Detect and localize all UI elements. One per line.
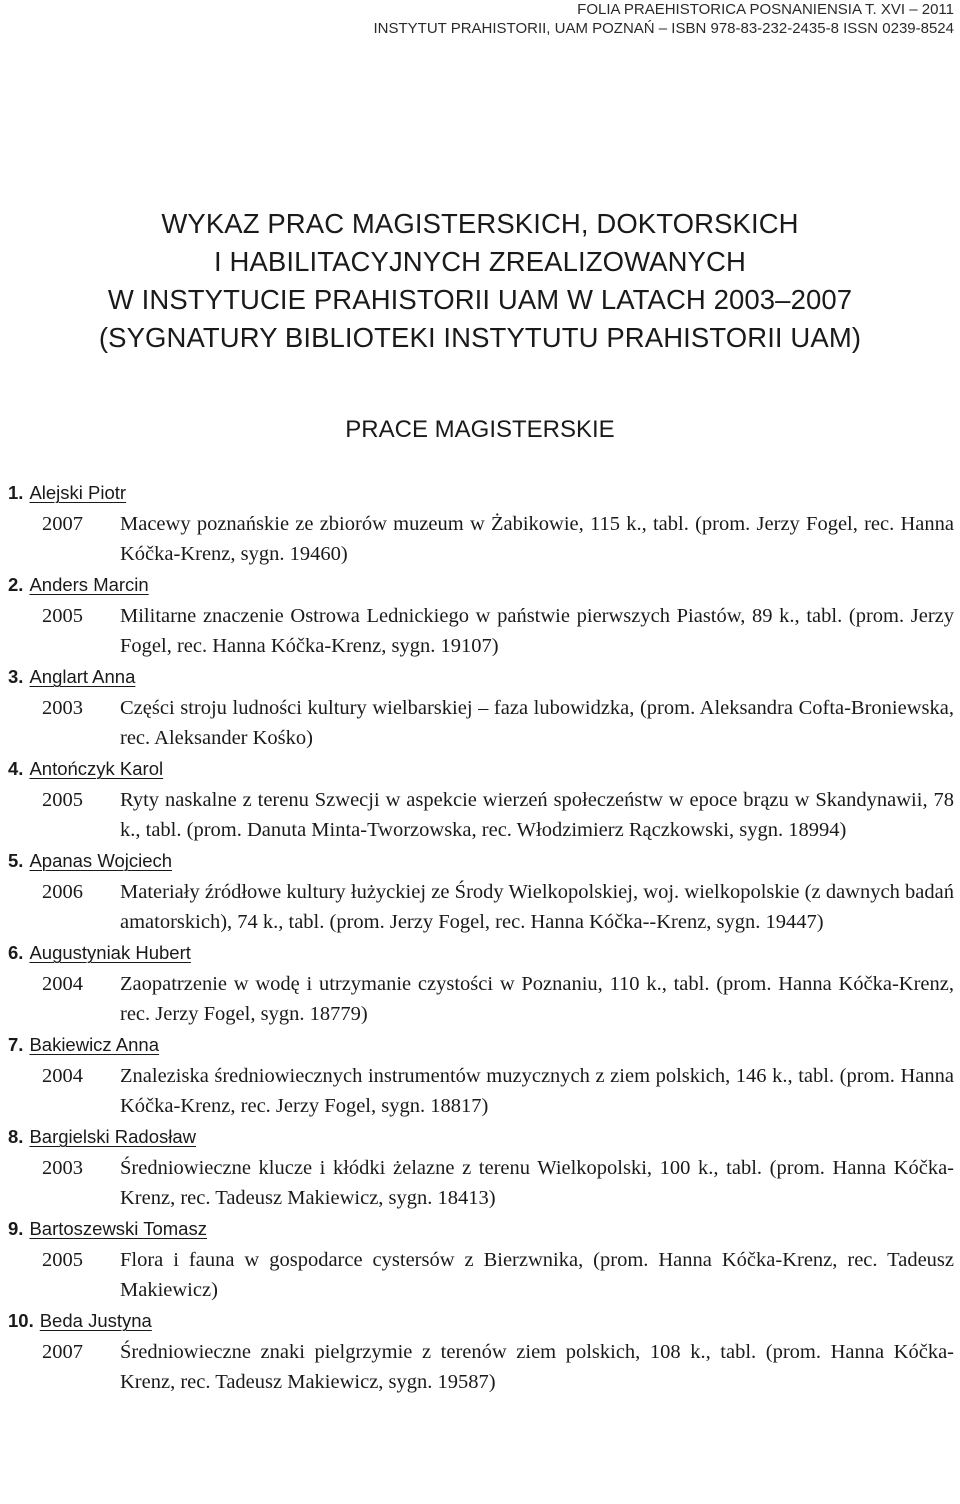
thesis-entry [8, 1029, 954, 1121]
author-name: Anders Marcin [29, 574, 149, 595]
entry-body [8, 693, 954, 753]
entry-description: Średniowieczne znaki pielgrzymie z terenów ziem polskich, 108 k., tabl. (prom. Hanna Kóčka-Krenz, rec. Tadeusz Makiewicz, sygn. 19587) [120, 1341, 954, 1393]
author-name: Antończyk Karol [29, 758, 164, 779]
author-name: Bargielski Radosław [29, 1126, 197, 1147]
author-name: Alejski Piotr [29, 482, 127, 503]
entry-year: 2005 [42, 605, 83, 627]
entry-number: 4. [8, 758, 24, 779]
entry-header [8, 753, 954, 785]
entry-number: 9. [8, 1218, 24, 1239]
entry-number: 1. [8, 482, 24, 503]
entry-number: 6. [8, 942, 24, 963]
running-head [373, 0, 954, 38]
entry-year: 2003 [42, 697, 83, 719]
entry-year: 2004 [42, 973, 83, 995]
thesis-entry [8, 1213, 954, 1305]
entry-header [8, 937, 954, 969]
entry-year: 2005 [42, 1249, 83, 1271]
running-head-journal: FOLIA PRAEHISTORICA POSNANIENSIA T. XVI – 2011 [577, 1, 954, 18]
entry-header [8, 477, 954, 509]
thesis-entry [8, 661, 954, 753]
entry-body [8, 969, 954, 1029]
thesis-entry [8, 937, 954, 1029]
entry-header [8, 661, 954, 693]
entry-body [8, 509, 954, 569]
author-name: Apanas Wojciech [29, 850, 173, 871]
entry-header [8, 1213, 954, 1245]
entry-year: 2003 [42, 1157, 83, 1179]
entry-body [8, 1337, 954, 1397]
thesis-entry [8, 1121, 954, 1213]
entry-body [8, 1245, 954, 1305]
entry-year: 2007 [42, 513, 83, 535]
entry-year: 2004 [42, 1065, 83, 1087]
page-title [0, 205, 960, 357]
entry-year: 2005 [42, 789, 83, 811]
entry-description: Ryty naskalne z terenu Szwecji w aspekcie wierzeń społeczeństw w epoce brązu w Skandynawii, 78 k., tabl. (prom. Danuta Minta-Tworzowska, rec. Włodzimierz Rączkowski, sygn. 18994) [120, 789, 954, 841]
entry-header [8, 569, 954, 601]
author-name: Augustyniak Hubert [29, 942, 191, 963]
thesis-entry [8, 845, 954, 937]
entry-description: Średniowieczne klucze i kłódki żelazne z terenu Wielkopolski, 100 k., tabl. (prom. Hanna Kóčka-Krenz, rec. Tadeusz Makiewicz, sygn. 18413) [120, 1157, 954, 1209]
section-title: PRACE MAGISTERSKIE [345, 416, 615, 443]
entry-number: 8. [8, 1126, 24, 1147]
entry-description: Materiały źródłowe kultury łużyckiej ze Środy Wielkopolskiej, woj. wielkopolskie (z dawnych badań amatorskich), 74 k., tabl. (prom. Jerzy Fogel, rec. Hanna Kóčka-‑Krenz, sygn. 19447) [120, 881, 954, 933]
title-line: W INSTYTUCIE PRAHISTORII UAM W LATACH 2003–2007 [107, 284, 853, 315]
entry-number: 10. [8, 1310, 34, 1331]
entry-description: Zaopatrzenie w wodę i utrzymanie czystości w Poznaniu, 110 k., tabl. (prom. Hanna Kóčka-Krenz, rec. Jerzy Fogel, sygn. 18779) [120, 973, 954, 1025]
thesis-entry [8, 569, 954, 661]
entry-description: Części stroju ludności kultury wielbarskiej – faza lubowidzka, (prom. Aleksandra Cofta-Broniewska, rec. Aleksander Kośko) [120, 697, 954, 749]
entry-number: 3. [8, 666, 24, 687]
entry-number: 7. [8, 1034, 24, 1055]
entry-body [8, 1061, 954, 1121]
entry-body [8, 601, 954, 661]
entry-description: Znaleziska średniowiecznych instrumentów muzycznych z ziem polskich, 146 k., tabl. (prom. Hanna Kóčka-Krenz, rec. Jerzy Fogel, sygn. 18817) [120, 1065, 954, 1117]
author-name: Beda Justyna [39, 1310, 152, 1331]
entry-header [8, 1121, 954, 1153]
entry-header [8, 1305, 954, 1337]
author-name: Anglart Anna [29, 666, 136, 687]
thesis-entry [8, 753, 954, 845]
title-line: WYKAZ PRAC MAGISTERSKICH, DOKTORSKICH [161, 208, 799, 239]
entry-body [8, 785, 954, 845]
entry-year: 2006 [42, 881, 83, 903]
entry-number: 5. [8, 850, 24, 871]
author-name: Bakiewicz Anna [29, 1034, 160, 1055]
entry-header [8, 845, 954, 877]
entry-number: 2. [8, 574, 24, 595]
entry-year: 2007 [42, 1341, 83, 1363]
entry-header [8, 1029, 954, 1061]
entry-description: Macewy poznańskie ze zbiorów muzeum w Żabikowie, 115 k., tabl. (prom. Jerzy Fogel, rec. Hanna Kóčka-Krenz, sygn. 19460) [120, 513, 954, 565]
entry-body [8, 877, 954, 937]
thesis-entry [8, 1305, 954, 1397]
author-name: Bartoszewski Tomasz [29, 1218, 207, 1239]
thesis-list [8, 477, 954, 1397]
title-line: I HABILITACYJNYCH ZREALIZOWANYCH [214, 246, 746, 277]
title-line: (SYGNATURY BIBLIOTEKI INSTYTUTU PRAHISTORII UAM) [98, 322, 862, 353]
thesis-entry [8, 477, 954, 569]
entry-description: Militarne znaczenie Ostrowa Lednickiego w państwie pierwszych Piastów, 89 k., tabl. (prom. Jerzy Fogel, rec. Hanna Kóčka-Krenz, sygn. 19107) [120, 605, 954, 657]
entry-body [8, 1153, 954, 1213]
entry-description: Flora i fauna w gospodarce cystersów z Bierzwnika, (prom. Hanna Kóčka-Krenz, rec. Tadeusz Makiewicz) [120, 1249, 954, 1301]
running-head-publisher: INSTYTUT PRAHISTORII, UAM POZNAŃ – ISBN 978-83-232-2435-8 ISSN 0239-8524 [373, 20, 954, 37]
